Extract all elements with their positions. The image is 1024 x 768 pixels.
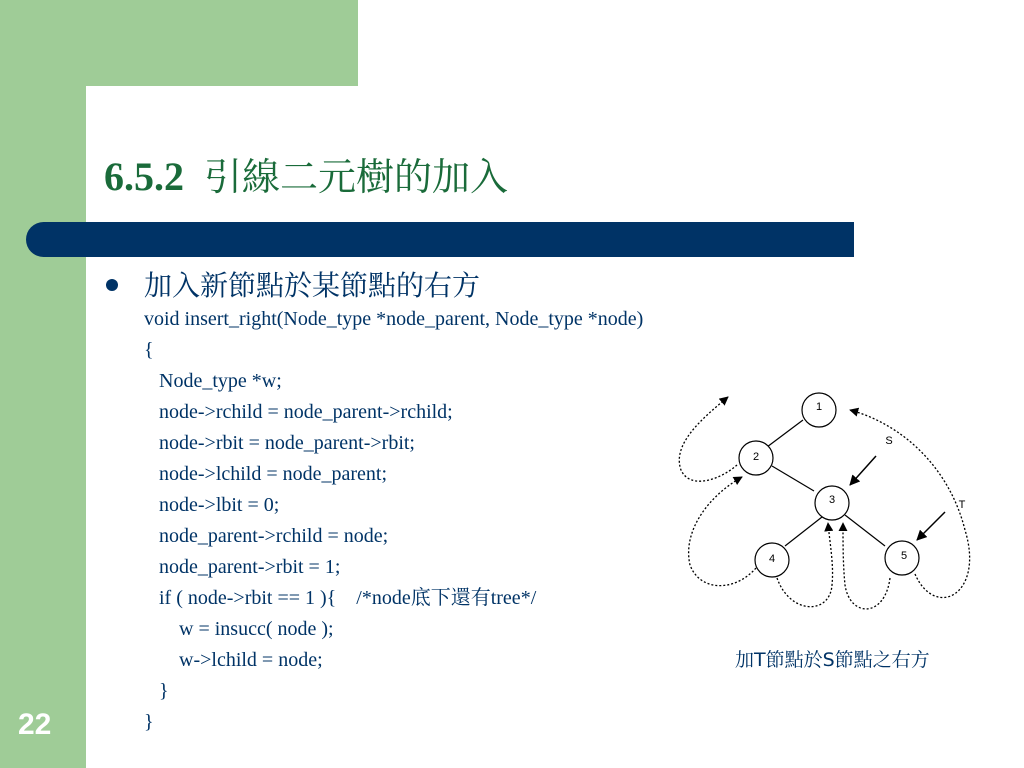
code-line: { bbox=[144, 339, 154, 361]
pointer-arrows bbox=[850, 456, 945, 540]
page-number: 22 bbox=[18, 708, 52, 741]
code-line: node_parent->rchild = node; bbox=[144, 525, 389, 547]
slide-title bbox=[104, 146, 508, 201]
code-block bbox=[144, 304, 643, 738]
tree-node bbox=[755, 543, 789, 577]
tree-node bbox=[739, 441, 773, 475]
code-line: void insert_right(Node_type *node_parent, Node_type *node) bbox=[144, 308, 644, 330]
t-arrow bbox=[917, 512, 945, 540]
s-arrow bbox=[850, 456, 876, 485]
code-line: if ( node->rbit == 1 ){ /*node底下還有tree*/ bbox=[144, 587, 537, 609]
bullet-heading: 加入新節點於某節點的右方 bbox=[144, 269, 481, 302]
code-line: w = insucc( node ); bbox=[144, 618, 334, 640]
code-line: } bbox=[144, 711, 154, 733]
code-line: node->lbit = 0; bbox=[144, 494, 280, 516]
code-line: } bbox=[144, 680, 169, 702]
edge-1-2 bbox=[767, 420, 803, 447]
title-underline-bar bbox=[26, 222, 854, 257]
node-label: 3 bbox=[828, 494, 836, 506]
tree-node bbox=[802, 393, 836, 427]
code-line: node_parent->rbit = 1; bbox=[144, 556, 341, 578]
thread-4-to-2 bbox=[689, 477, 756, 586]
edge-2-3 bbox=[772, 466, 814, 491]
title-text: 引線二元樹的加入 bbox=[204, 155, 509, 199]
thread-tree-diagram bbox=[660, 380, 1000, 630]
code-line: node->rbit = node_parent->rbit; bbox=[144, 432, 415, 454]
code-line: node->lchild = node_parent; bbox=[144, 463, 388, 485]
bullet-dot-icon bbox=[106, 279, 118, 291]
s-label: S bbox=[885, 435, 893, 447]
node-label: 1 bbox=[815, 401, 823, 413]
tree-node bbox=[885, 541, 919, 575]
thread-2-upward bbox=[679, 397, 737, 481]
code-line: Node_type *w; bbox=[144, 370, 282, 392]
thread-5-to-3 bbox=[843, 523, 890, 609]
node-label: 2 bbox=[752, 451, 760, 463]
code-line: w->lchild = node; bbox=[144, 649, 323, 671]
title-section-number: 6.5.2 bbox=[104, 154, 184, 199]
diagram-caption: 加T節點於S節點之右方 bbox=[735, 649, 930, 671]
tree-node bbox=[815, 486, 849, 520]
node-label: 5 bbox=[900, 550, 908, 562]
left-decor-band bbox=[0, 0, 86, 768]
code-line: node->rchild = node_parent->rchild; bbox=[144, 401, 453, 423]
edge-3-5 bbox=[845, 515, 885, 546]
node-label: 4 bbox=[768, 553, 776, 565]
top-decor-band bbox=[0, 0, 358, 86]
tree-edges bbox=[767, 420, 885, 546]
edge-3-4 bbox=[785, 517, 822, 546]
t-label: T bbox=[958, 499, 966, 511]
